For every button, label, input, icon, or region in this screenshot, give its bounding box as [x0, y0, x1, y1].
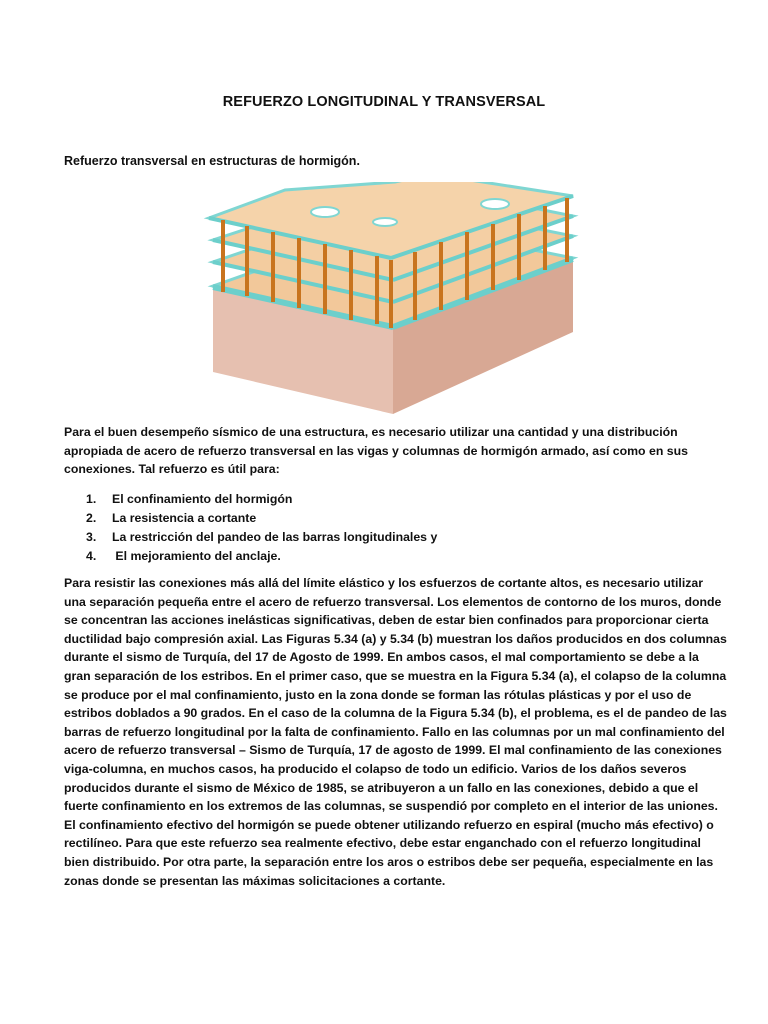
body-paragraph: Para resistir las conexiones más allá del límite elástico y los esfuerzos de cortante altos, es necesario utilizar una separación pequeña entre el acero de refuerzo transversal. Los elementos de contorno de los muros, donde se concentran las acciones inelásticas significativas, deben de estar bien confinados para proporcionar cierta ductilidad bajo compresión axial. Las Figuras 5.34 (a) y 5.34 (b) muestran los daños producidos en dos columnas durante el sismo de Turquía, del 17 de Agosto de 1999. En ambos casos, el mal comportamiento se debe a la gran separación de los estribos. En el primer caso, que se muestra en la Figura 5.34 (a), el colapso de la columna se produce por el mal confinamiento, justo en la zona donde se forman las rótulas plásticas y por el uso de estribos doblados a 90 grados. En el caso de la columna de la Figura 5.34 (b), el problema, es el de pandeo de las barras de refuerzo longitudinal por la falta de confinamiento. Fallo en las columnas por un mal confinamiento del acero de refuerzo transversal – Sismo de Turquía, 17 de agosto de 1999. El mal confinamiento de las conexiones viga-columna, en muchos casos, ha producido el colapso de todo un edificio. Varios de los daños severos producidos durante el sismo de México de 1985, se atribuyeron a un fallo en las conexiones, debido a que el fuerte confinamiento en los extremos de las columnas, se suspendió por completo en el interior de las uniones. El confinamiento efectivo del hormigón se puede obtener utilizando refuerzo en espiral (mucho más efectivo) o rectilíneo. Para que este refuerzo sea realmente efectivo, debe estar enganchado con el refuerzo longitudinal bien distribuido. Por otra parte, la separación entre los aros o estribos debe ser pequeña, especialmente en las zonas donde se presentan las máximas solicitaciones a cortante.	[64, 576, 727, 888]
list-item: 3. La restricción del pandeo de las barras longitudinales y	[86, 530, 438, 544]
page-title: REFUERZO LONGITUDINAL Y TRANSVERSAL	[222, 94, 546, 110]
building-frame-3d-illustration	[195, 182, 585, 414]
intro-paragraph: Para el buen desempeño sísmico de una estructura, es necesario utilizar una cantidad y una distribución apropiada de acero de refuerzo transversal en las vigas y columnas de hormigón armado, así como en sus conexiones. Tal refuerzo es útil para:	[64, 425, 688, 476]
benefits-list	[86, 490, 437, 566]
list-item: 1. El confinamiento del hormigón	[86, 492, 293, 506]
list-item: 2. La resistencia a cortante	[86, 511, 257, 525]
section-subtitle: Refuerzo transversal en estructuras de hormigón.	[64, 154, 360, 168]
list-item: 4. El mejoramiento del anclaje.	[86, 549, 281, 563]
building-frame-svg	[195, 182, 585, 414]
